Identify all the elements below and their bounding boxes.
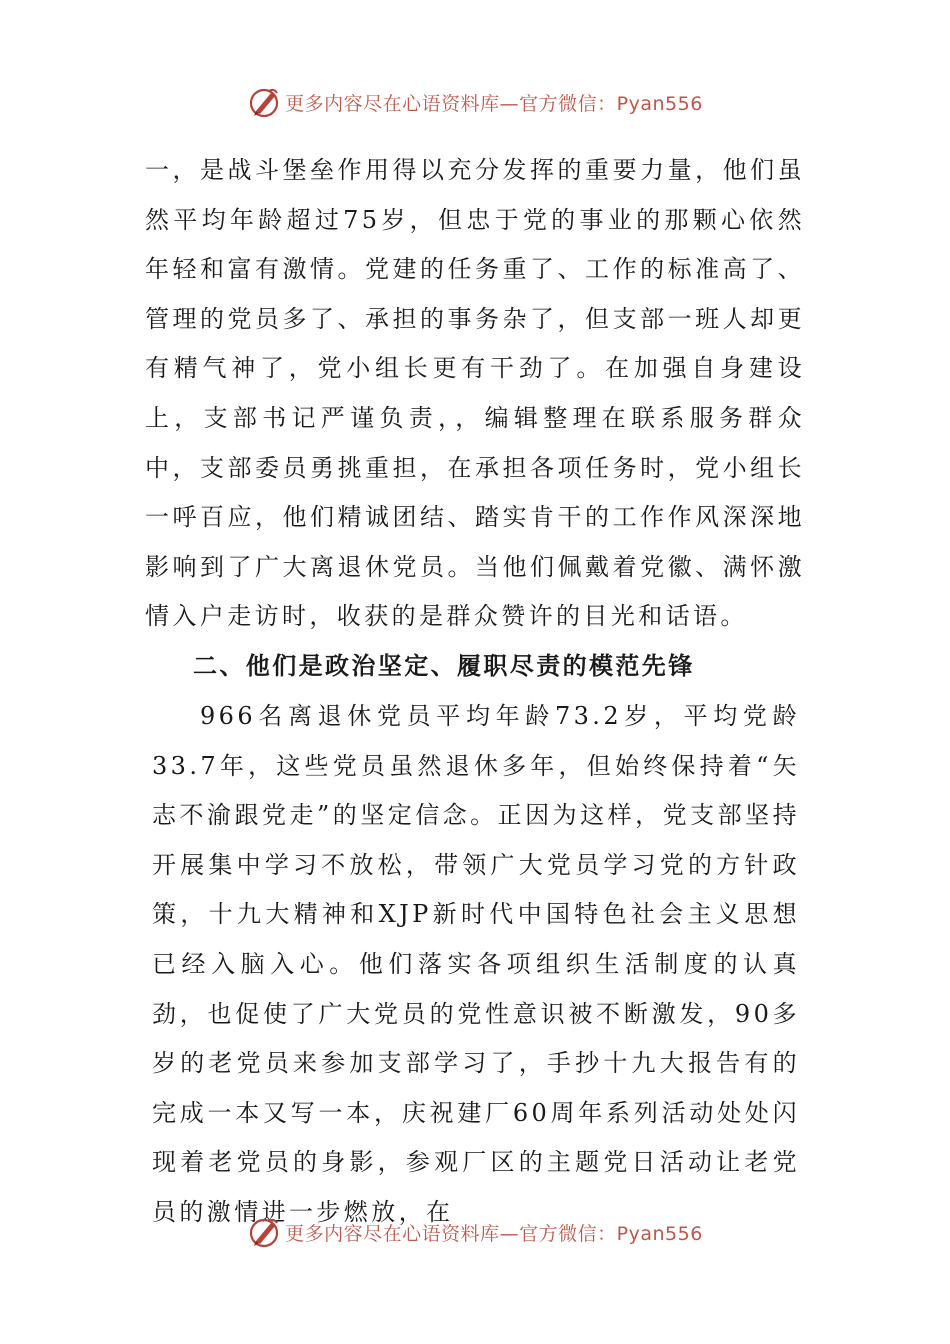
- document-body-continued: [152, 692, 800, 1238]
- paragraph-1: 一，是战斗堡垒作用得以充分发挥的重要力量，他们虽然平均年龄超过75岁，但忠于党的事业的那颗心依然年轻和富有激情。党建的任务重了、工作的标准高了、管理的党员多了、承担的事务杂了，但支部一班人却更有精气神了，党小组长更有干劲了。在加强自身建设上，支部书记严谨负责，，编辑整理在联系服务群众中，支部委员勇挑重担，在承担各项任务时，党小组长一呼百应，他们精诚团结、踏实肯干的工作作风深深地影响到了广大离退休党员。当他们佩戴着党徽、满怀激情入户走访时，收获的是群众赞许的目光和话语。: [145, 156, 805, 631]
- pen-circle-icon: [247, 85, 281, 119]
- banner-text: 更多内容尽在心语资料库—官方微信：Pyan556: [285, 92, 703, 115]
- paragraph-2: 966名离退休党员平均年龄73.2岁，平均党龄33.7年，这些党员虽然退休多年，但始终保持着“矢志不渝跟党走”的坚定信念。正因为这样，党支部坚持开展集中学习不放松，带领广大党员学习党的方针政策，十九大精神和XJP新时代中国特色社会主义思想已经入脑入心。他们落实各项组织生活制度的认真劲，也促使了广大党员的党性意识被不断激发，90多岁的老党员来参加支部学习了，手抄十九大报告有的完成一本又写一本，庆祝建厂60周年系列活动处处闪现着老党员的身影，参观厂区的主题党日活动让老党员的激情进一步燃放，在: [152, 702, 800, 1226]
- footer-banner: [0, 1212, 950, 1252]
- banner-text: 更多内容尽在心语资料库—官方微信：Pyan556: [285, 1222, 703, 1245]
- document-body: [145, 146, 805, 692]
- header-banner: [0, 82, 950, 122]
- pen-circle-icon: [247, 1215, 281, 1249]
- section-heading-2: 二、他们是政治坚定、履职尽责的模范先锋: [193, 651, 695, 680]
